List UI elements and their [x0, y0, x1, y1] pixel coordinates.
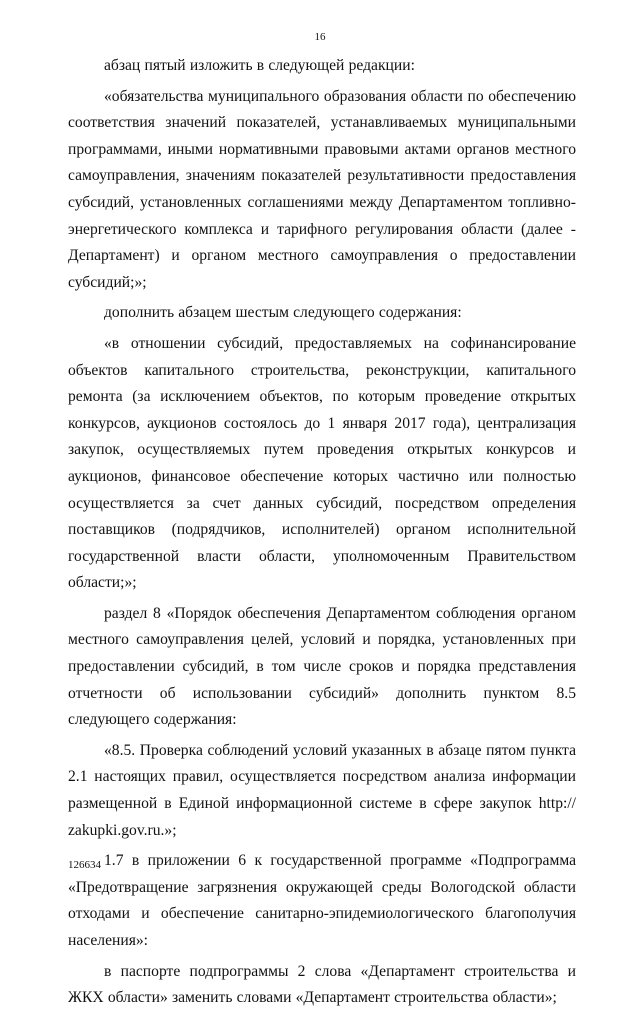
paragraph-8: в паспорте подпрограммы 2 слова «Департамент строительства и ЖКХ области» заменить словами «Департамент строительства области»;	[68, 962, 576, 1007]
page-number: 16	[314, 31, 326, 43]
paragraph-5: раздел 8 «Порядок обеспечения Департаментом соблюдения органом местного самоуправления целей, условий и порядка, установленных при предоставлении субсидий, в том числе сроков и порядка представления отчетности об использовании субсидий» дополнить пунктом 8.5 следующего содержания:	[68, 604, 576, 729]
paragraph-2: «обязательства муниципального образования области по обеспечению соответствия значений показателей, устанавливаемых муниципальными программами, иными нормативными правовыми актами органов местного самоуправления, значениям показателей результативности предоставления субсидий, установленных соглашениями между Департаментом топливно-энергетического комплекса и тарифного регулирования области (далее - Департамент) и органом местного самоуправления о предоставлении субсидий;»;	[68, 87, 576, 291]
paragraph-7: 1.7 в приложении 6 к государственной программе «Подпрограмма «Предотвращение загрязнения окружающей среды Вологодской области отходами и обеспечение санитарно-эпидемиологического благополучия населения»:	[68, 852, 576, 949]
document-body	[68, 53, 576, 1016]
paragraph-3: дополнить абзацем шестым следующего содержания:	[104, 304, 462, 322]
paragraph-6: «8.5. Проверка соблюдений условий указанных в абзаце пятом пункта 2.1 настоящих правил, осуществляется посредством анализа информации размещенной в Единой информационной системе в сфере закупок http:// zakupki.gov.ru.»;	[68, 741, 576, 839]
document-code: 126634	[68, 859, 101, 871]
paragraph-1: абзац пятый изложить в следующей редакции:	[104, 57, 415, 74]
paragraph-4: «в отношении субсидий, предоставляемых на софинансирование объектов капитального строительства, реконструкции, капитального ремонта (за исключением объектов, по которым проведение открытых конкурсов, аукционов состоялось до 1 января 2017 года), централизация закупок, осуществляемых путем проведения открытых конкурсов и аукционов, финансовое обеспечение которых частично или полностью осуществляется за счет данных субсидий, посредством определения поставщиков (подрядчиков, исполнителей) органом исполнительной государственной власти области, уполномоченным Правительством области;»;	[68, 334, 576, 592]
